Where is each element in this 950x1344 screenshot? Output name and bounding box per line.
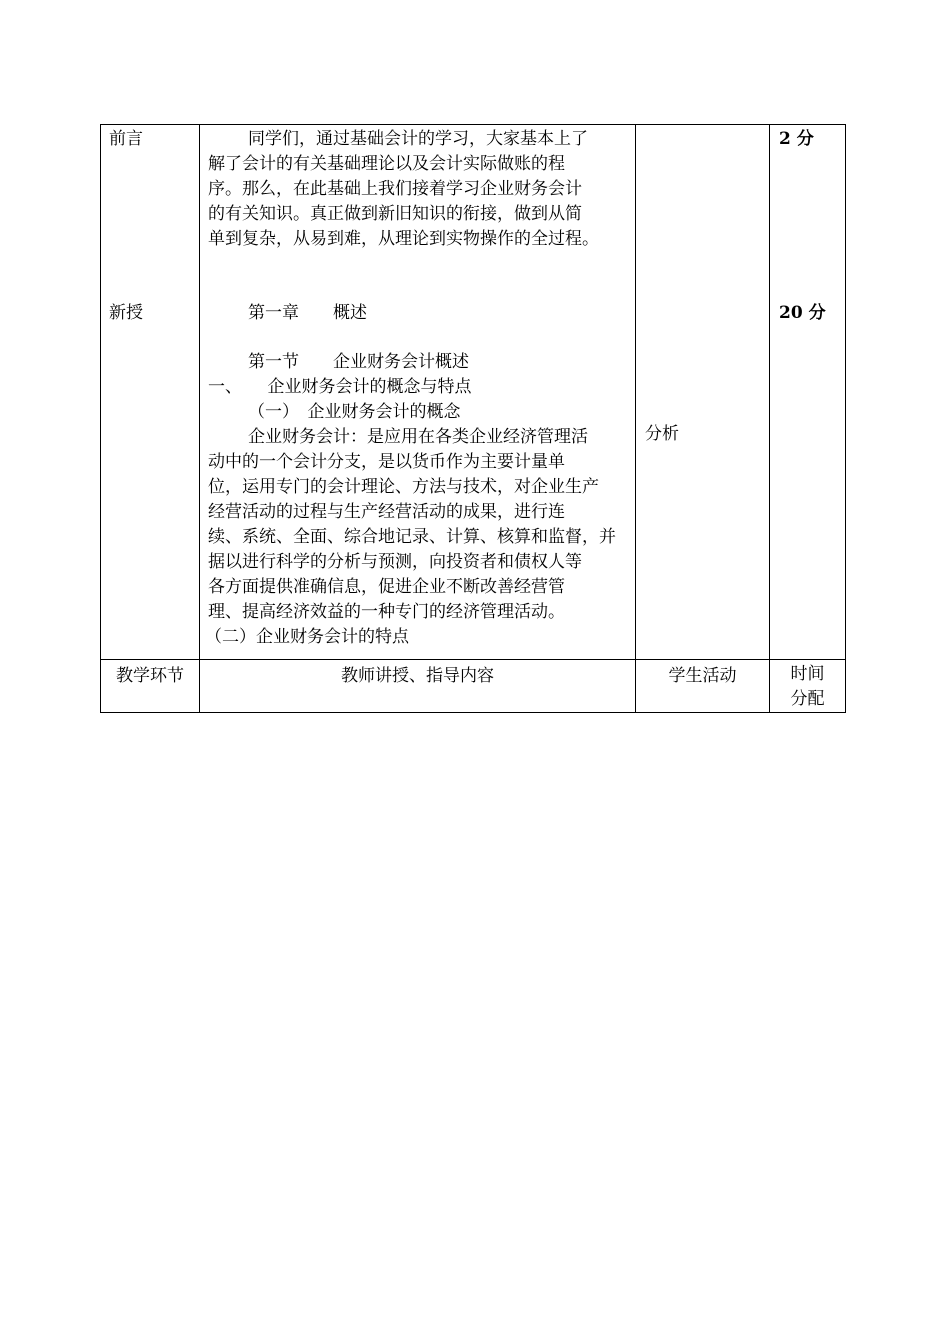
intro-line: 同学们，通过基础会计的学习，大家基本上了 xyxy=(248,129,588,149)
stage-new-teaching: 新授 xyxy=(109,303,143,323)
header-time-line2: 分配 xyxy=(790,689,825,709)
intro-line: 序。那么，在此基础上我们接着学习企业财务会计 xyxy=(208,179,582,199)
lesson-table xyxy=(100,124,846,713)
intro-line: 单到复杂，从易到难，从理论到实物操作的全过程。 xyxy=(208,229,599,249)
time-new-teaching: 20 分 xyxy=(779,303,826,323)
definition-paragraph xyxy=(205,425,633,650)
heading-concept-features: 一、 企业财务会计的概念与特点 xyxy=(208,377,472,397)
definition-line: 企业财务会计：是应用在各类企业经济管理活 xyxy=(248,427,588,447)
intro-line: 的有关知识。真正做到新旧知识的衔接，做到从简 xyxy=(208,204,582,224)
definition-line: 理、提高经济效益的一种专门的经济管理活动。 xyxy=(208,602,565,622)
definition-line: 据以进行科学的分析与预测，向投资者和债权人等 xyxy=(208,552,582,572)
student-activity: 分析 xyxy=(645,424,679,444)
table-border-left xyxy=(100,124,101,713)
col-divider-1 xyxy=(199,124,200,713)
chapter-title: 第一章 概述 xyxy=(248,303,367,323)
header-time-allocation xyxy=(770,662,845,712)
definition-line: 经营活动的过程与生产经营活动的成果，进行连 xyxy=(208,502,565,522)
definition-line: 续、系统、全面、综合地记录、计算、核算和监督，并 xyxy=(208,527,616,547)
row-divider xyxy=(100,659,846,660)
col-divider-3 xyxy=(769,124,770,713)
table-border-top xyxy=(100,124,846,125)
teacher-content xyxy=(208,127,633,252)
subheading-concept: （一） 企业财务会计的概念 xyxy=(248,402,461,422)
header-student-activity: 学生活动 xyxy=(668,666,737,686)
time-intro: 2 分 xyxy=(779,129,814,149)
intro-line: 解了会计的有关基础理论以及会计实际做账的程 xyxy=(208,154,565,174)
header-time-line1: 时间 xyxy=(790,664,825,684)
col-divider-2 xyxy=(635,124,636,713)
stage-intro: 前言 xyxy=(109,129,143,149)
header-teaching-stage: 教学环节 xyxy=(116,666,184,686)
subheading-features: （二）企业财务会计的特点 xyxy=(205,627,409,647)
definition-line: 各方面提供准确信息，促进企业不断改善经营管 xyxy=(208,577,565,597)
definition-line: 动中的一个会计分支，是以货币作为主要计量单 xyxy=(208,452,565,472)
header-teacher-content: 教师讲授、指导内容 xyxy=(341,666,494,686)
section-title: 第一节 企业财务会计概述 xyxy=(248,352,469,372)
table-border-right xyxy=(845,124,846,713)
definition-line: 位，运用专门的会计理论、方法与技术，对企业生产 xyxy=(208,477,599,497)
table-border-bottom xyxy=(100,712,846,713)
